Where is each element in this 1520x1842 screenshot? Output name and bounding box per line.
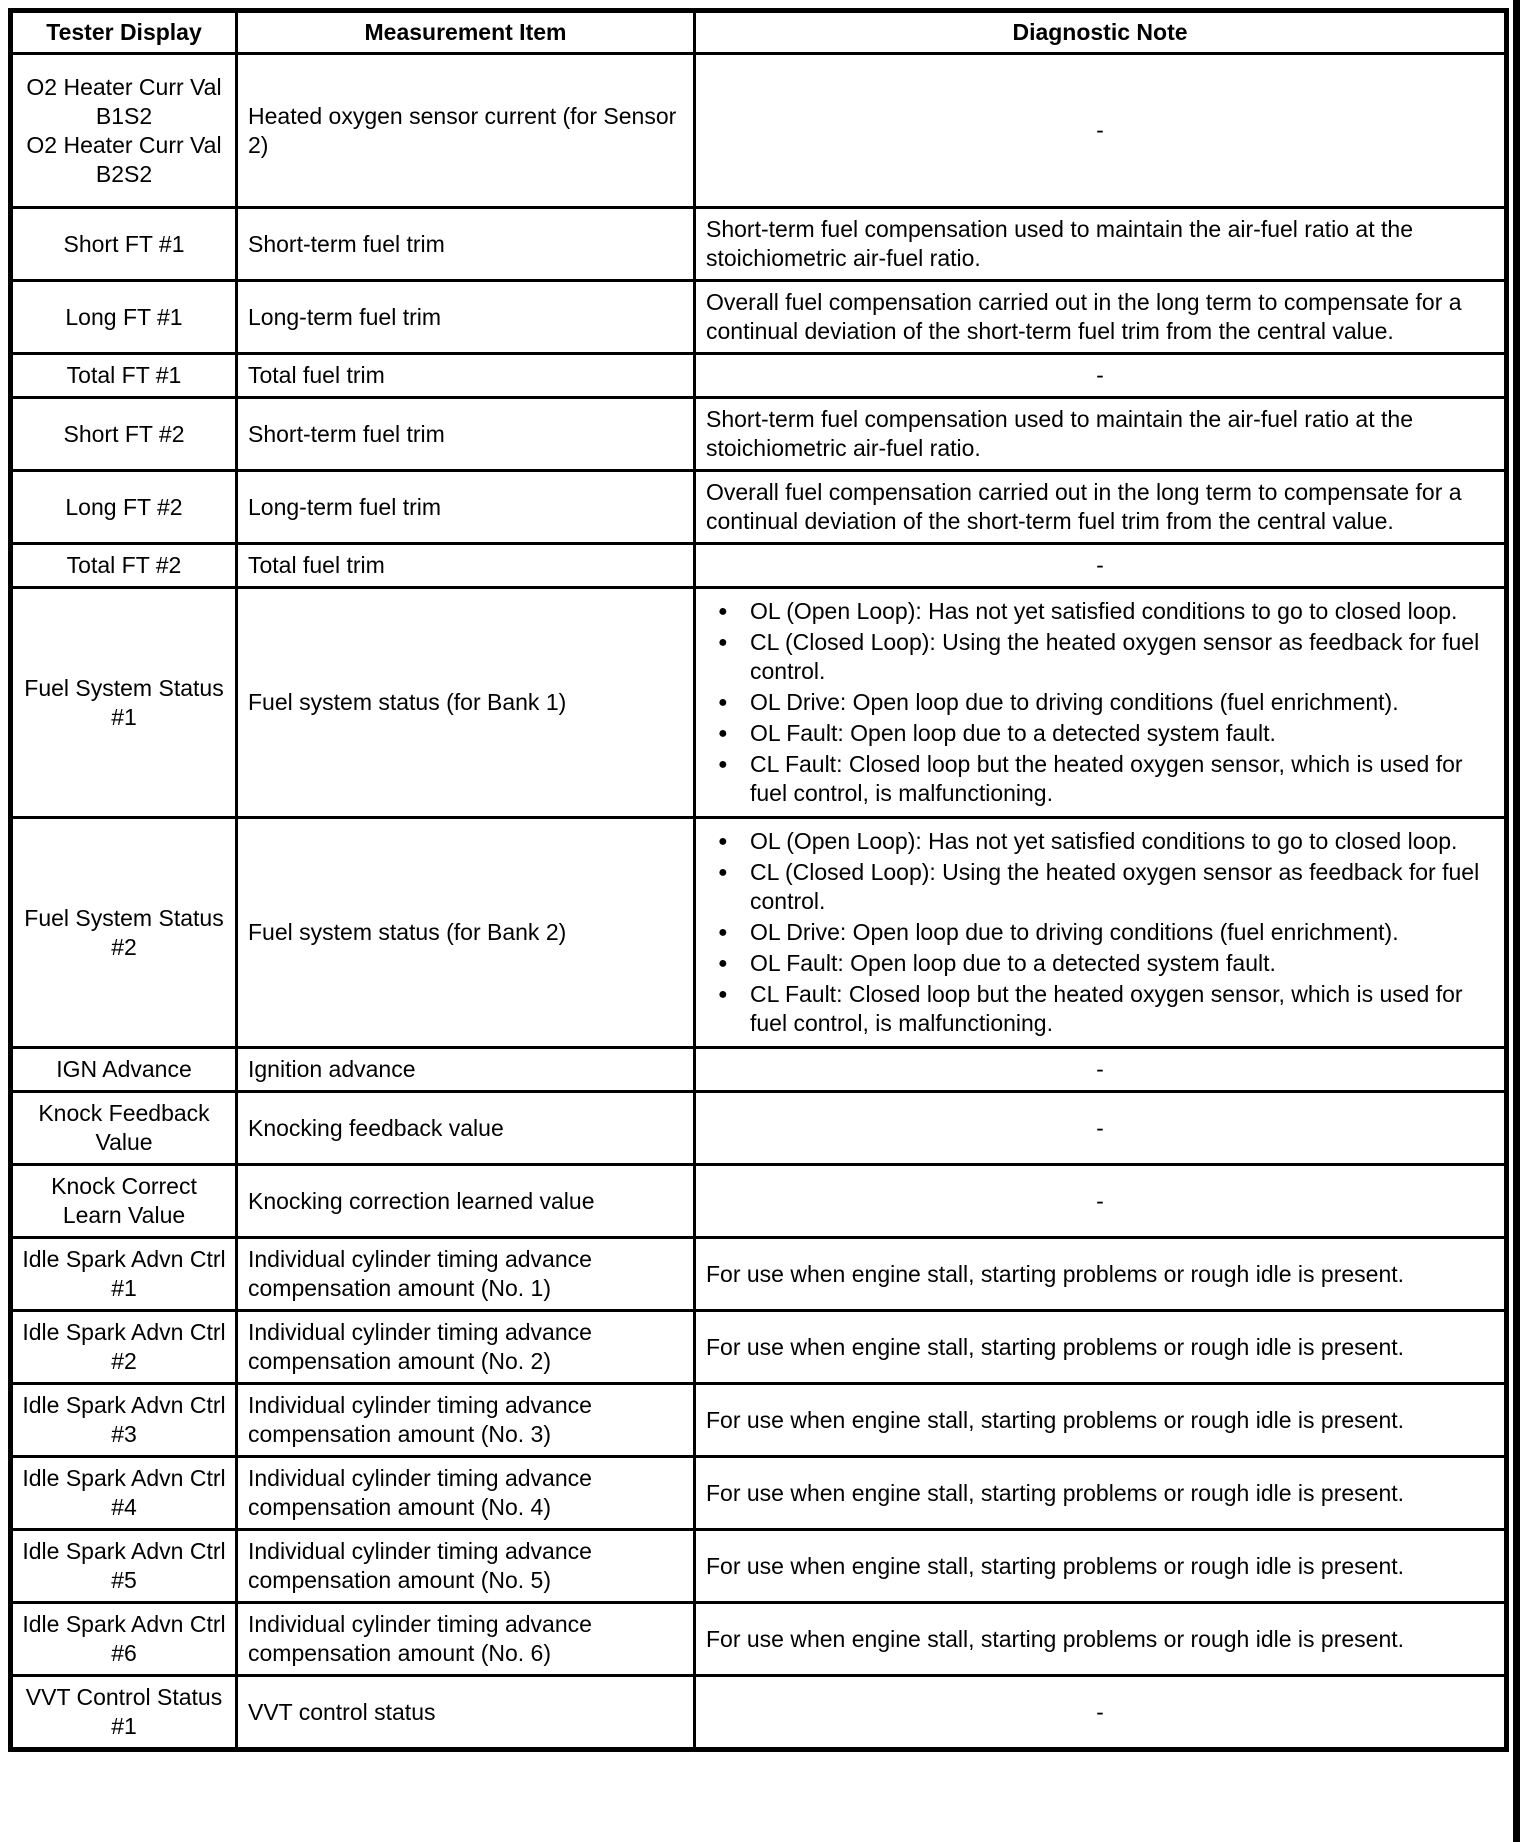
tester-display-cell [11,588,237,818]
table-row [11,1530,1507,1603]
measurement-item-cell: Individual cylinder timing advance compensation amount (No. 5) [237,1530,695,1603]
table-row [11,208,1507,281]
table-row [11,1048,1507,1092]
diagnostic-note-cell: For use when engine stall, starting problems or rough idle is present. [695,1530,1507,1603]
tester-display-line: IGN Advance [56,1056,192,1082]
tester-display-cell [11,544,237,588]
tester-display-cell [11,54,237,208]
tester-display-line: Short FT #2 [63,420,185,447]
table-row [11,54,1507,208]
table-row [11,398,1507,471]
tester-display-line: Fuel System Status #1 [24,674,224,730]
tester-display-cell [11,1384,237,1457]
column-header-tester-display: Tester Display [11,11,237,54]
measurement-item-cell: Knocking feedback value [237,1092,695,1165]
diagnostic-note-cell: - [695,1048,1507,1092]
diagnostic-note-cell: Short-term fuel compensation used to maintain the air-fuel ratio at the stoichiometric air-fuel ratio. [695,398,1507,471]
measurement-item-cell: Heated oxygen sensor current (for Sensor 2) [237,54,695,208]
diagnostic-note-cell [695,818,1507,1048]
diagnostic-note-cell: For use when engine stall, starting problems or rough idle is present. [695,1311,1507,1384]
diagnostic-note-cell: Overall fuel compensation carried out in the long term to compensate for a continual deviation of the short-term fuel trim from the central value. [695,281,1507,354]
tester-display-line: Idle Spark Advn Ctrl #4 [22,1465,226,1520]
measurement-item-cell: Individual cylinder timing advance compensation amount (No. 4) [237,1457,695,1530]
table-row [11,544,1507,588]
table-row [11,281,1507,354]
measurement-item-cell: Fuel system status (for Bank 1) [237,588,695,818]
measurement-item-cell: VVT control status [237,1676,695,1750]
measurement-item-cell: Ignition advance [237,1048,695,1092]
tester-display-cell [11,1603,237,1676]
tester-display-line: Short FT #1 [63,230,185,257]
note-bullet: ● OL Drive: Open loop due to driving conditions (fuel enrichment). [706,918,1494,947]
measurement-item-cell: Individual cylinder timing advance compensation amount (No. 3) [237,1384,695,1457]
diagnostic-note-cell: For use when engine stall, starting problems or rough idle is present. [695,1238,1507,1311]
table-row [11,354,1507,398]
diagnostic-note-cell: Short-term fuel compensation used to maintain the air-fuel ratio at the stoichiometric air-fuel ratio. [695,208,1507,281]
table-row [11,588,1507,818]
tester-display-line: O2 Heater Curr Val B2S2 [26,131,222,187]
measurement-item-cell: Long-term fuel trim [237,471,695,544]
diagnostic-note-cell: - [695,1676,1507,1750]
tester-display-line: Total FT #2 [66,552,182,578]
tester-display-line: Idle Spark Advn Ctrl #1 [22,1246,226,1301]
diagnostic-note-cell: - [695,54,1507,208]
note-bullet: ● OL Drive: Open loop due to driving conditions (fuel enrichment). [706,688,1494,717]
diagnostic-data-table [8,8,1509,1752]
table-row [11,1603,1507,1676]
tester-display-line: Knock Correct Learn Value [51,1173,197,1228]
tester-display-line: Long FT #1 [65,303,183,330]
measurement-item-cell: Short-term fuel trim [237,208,695,281]
tester-display-cell [11,354,237,398]
tester-display-cell [11,1676,237,1750]
measurement-item-cell: Fuel system status (for Bank 2) [237,818,695,1048]
diagnostic-note-cell: - [695,1092,1507,1165]
tester-display-line: Idle Spark Advn Ctrl #6 [22,1611,226,1666]
table-row [11,1384,1507,1457]
tester-display-line: Fuel System Status #2 [24,904,224,960]
tester-display-cell [11,398,237,471]
table-row [11,818,1507,1048]
tester-display-cell [11,1311,237,1384]
diagnostic-note-cell: For use when engine stall, starting problems or rough idle is present. [695,1603,1507,1676]
diagnostic-note-cell: - [695,1165,1507,1238]
header-row [11,11,1507,54]
measurement-item-cell: Individual cylinder timing advance compensation amount (No. 6) [237,1603,695,1676]
table-row [11,1311,1507,1384]
diagnostic-note-cell: For use when engine stall, starting problems or rough idle is present. [695,1384,1507,1457]
note-bullet: ● OL Fault: Open loop due to a detected system fault. [706,949,1494,978]
note-bullet: ● CL (Closed Loop): Using the heated oxygen sensor as feedback for fuel control. [706,628,1494,686]
tester-display-line: Idle Spark Advn Ctrl #5 [22,1538,226,1593]
tester-display-line: Long FT #2 [65,493,183,520]
note-bullet-list [706,597,1494,808]
measurement-item-cell: Individual cylinder timing advance compensation amount (No. 1) [237,1238,695,1311]
measurement-item-cell: Total fuel trim [237,544,695,588]
tester-display-line: O2 Heater Curr Val B1S2 [26,73,222,129]
measurement-item-cell: Total fuel trim [237,354,695,398]
note-bullet-list [706,827,1494,1038]
tester-display-line: Idle Spark Advn Ctrl #2 [22,1319,226,1374]
tester-display-cell [11,1238,237,1311]
tester-display-cell [11,1530,237,1603]
tester-display-line: Idle Spark Advn Ctrl #3 [22,1392,226,1447]
diagnostic-note-cell [695,588,1507,818]
diagnostic-note-cell: Overall fuel compensation carried out in the long term to compensate for a continual deviation of the short-term fuel trim from the central value. [695,471,1507,544]
tester-display-line: Total FT #1 [66,362,182,388]
column-header-diagnostic-note: Diagnostic Note [695,11,1507,54]
note-bullet: ● CL Fault: Closed loop but the heated oxygen sensor, which is used for fuel control, is malfunctioning. [706,980,1494,1038]
measurement-item-cell: Long-term fuel trim [237,281,695,354]
tester-display-line: Knock Feedback Value [38,1100,210,1155]
tester-display-line: VVT Control Status #1 [25,1684,223,1739]
table-row [11,1165,1507,1238]
note-bullet: ● OL (Open Loop): Has not yet satisfied conditions to go to closed loop. [706,597,1494,626]
diagnostic-note-cell: For use when engine stall, starting problems or rough idle is present. [695,1457,1507,1530]
diagnostic-note-cell: - [695,544,1507,588]
tester-display-cell [11,1092,237,1165]
tester-display-cell [11,208,237,281]
note-bullet: ● OL (Open Loop): Has not yet satisfied conditions to go to closed loop. [706,827,1494,856]
tester-display-cell [11,1457,237,1530]
note-bullet: ● CL (Closed Loop): Using the heated oxygen sensor as feedback for fuel control. [706,858,1494,916]
tester-display-cell [11,281,237,354]
column-header-measurement-item: Measurement Item [237,11,695,54]
table-row [11,1457,1507,1530]
measurement-item-cell: Individual cylinder timing advance compensation amount (No. 2) [237,1311,695,1384]
table-row [11,1676,1507,1750]
diagnostic-note-cell: - [695,354,1507,398]
tester-display-cell [11,1165,237,1238]
tester-display-cell [11,1048,237,1092]
table-row [11,471,1507,544]
table-row [11,1092,1507,1165]
measurement-item-cell: Knocking correction learned value [237,1165,695,1238]
table-row [11,1238,1507,1311]
note-bullet: ● OL Fault: Open loop due to a detected system fault. [706,719,1494,748]
measurement-item-cell: Short-term fuel trim [237,398,695,471]
tester-display-cell [11,818,237,1048]
tester-display-cell [11,471,237,544]
scan-edge-line [1513,0,1520,1842]
note-bullet: ● CL Fault: Closed loop but the heated oxygen sensor, which is used for fuel control, is malfunctioning. [706,750,1494,808]
